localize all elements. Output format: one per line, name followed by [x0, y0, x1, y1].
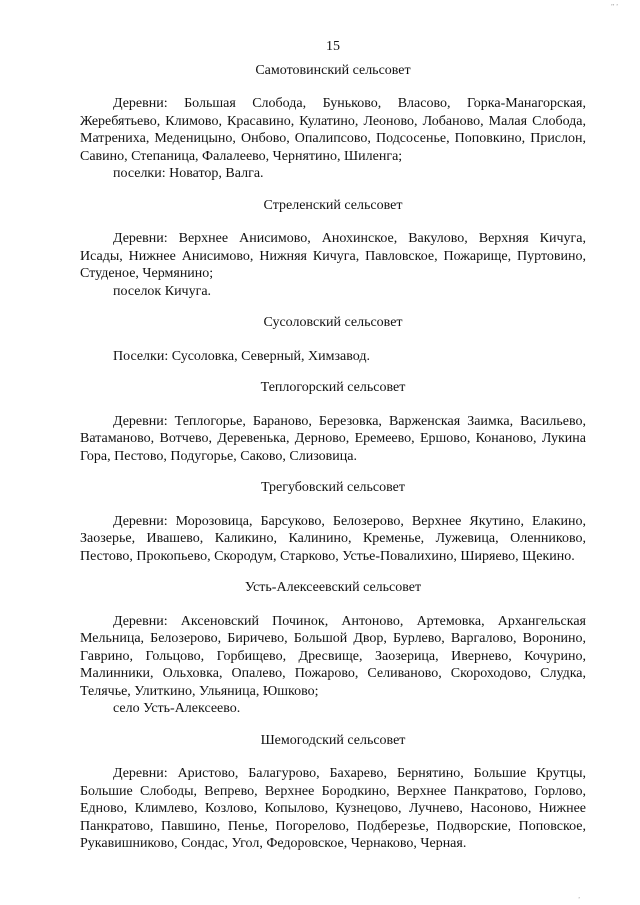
section-teplogorsky	[80, 379, 586, 465]
section-paragraph: Деревни: Большая Слобода, Буньково, Власово, Горка-Манагорская, Жеребятьево, Климово, Красавино, Кулатино, Леоново, Лобаново, Малая Слобода, Матрениха, Меденицыно, Онбово, Опалипсово, Подсосенье, Поповкино, Прислон, Савино, Степаница, Фалалеево, Чернятино, Шиленга;	[80, 96, 586, 164]
section-title: Сусоловский сельсовет	[263, 315, 403, 330]
section-ust-alekseevsky	[80, 579, 586, 718]
section-title: Стреленский сельсовет	[263, 197, 403, 213]
section-paragraph: Деревни: Аксеновский Починок, Антоново, Артемовка, Архангельская Мельница, Белозерово, Биричево, Большой Двор, Бурлево, Варгалово, Воронино, Гаврино, Гольцово, Горбищево, Дресвище, Заозерица, Ивернево, Кочурино, Малинники, Ольховка, Опалево, Пожарово, Селиваново, Скороходово, Слудка, Телячье, Улиткино, Ульяница, Юшково;	[80, 613, 586, 699]
section-tregubovsky	[80, 479, 586, 565]
section-extra-line: поселки: Новатор, Валга.	[113, 166, 264, 181]
section-title: Самотовинский сельсовет	[255, 62, 411, 78]
section-paragraph: Деревни: Теплогорье, Бараново, Березовка, Варженская Заимка, Васильево, Ватаманово, Вотчево, Деревенька, Дерново, Еремеево, Ершово, Конаново, Лукина Гора, Пестово, Подугорье, Саково, Слизовица.	[80, 413, 586, 464]
section-shemogodsky	[80, 732, 586, 853]
section-title: Трегубовский сельсовет	[261, 480, 405, 495]
page-number: 15	[326, 39, 340, 54]
section-paragraph: Поселки: Сусоловка, Северный, Химзавод.	[113, 348, 370, 364]
section-paragraph: Деревни: Морозовица, Барсуково, Белозерово, Верхнее Якутино, Елакино, Заозерье, Ивашево, Каликино, Калинино, Кременье, Лужевица, Оленниково, Пестово, Прокопьево, Скородум, Старково, Устье-Повалихино, Ширяево, Щекино.	[80, 513, 586, 564]
corner-scan-mark-bottom: ,	[578, 892, 580, 900]
section-paragraph: Деревни: Верхнее Анисимово, Анохинское, Вакулово, Верхняя Кичуга, Исады, Нижнее Анисимово, Нижняя Кичуга, Павловское, Пожарище, Пуртовино, Студеное, Чермянино;	[80, 231, 586, 281]
section-samotovinsky	[80, 62, 586, 183]
section-title: Шемогодский сельсовет	[260, 732, 406, 748]
corner-scan-mark-top: ,, ,	[611, 0, 618, 7]
section-strelensky	[80, 197, 586, 301]
section-title: Усть-Алексеевский сельсовет	[244, 580, 422, 595]
section-title: Теплогорский сельсовет	[260, 380, 406, 395]
section-extra-line: поселок Кичуга.	[113, 283, 212, 299]
section-susolovsky	[80, 314, 586, 365]
document-page	[80, 38, 586, 867]
section-paragraph: Деревни: Аристово, Балагурово, Бахарево, Бернятино, Большие Крутцы, Большие Слободы, Вепрево, Верхнее Бородкино, Верхнее Панкратово, Горлово, Едново, Климлево, Козлово, Копылово, Кузнецово, Лучнево, Насоново, Нижнее Панкратово, Павшино, Пенье, Погорелово, Подберезье, Подворские, Поповское, Рукавишниково, Сондас, Угол, Федоровское, Чернаково, Черная.	[80, 766, 586, 851]
section-extra-line: село Усть-Алексеево.	[113, 701, 241, 716]
